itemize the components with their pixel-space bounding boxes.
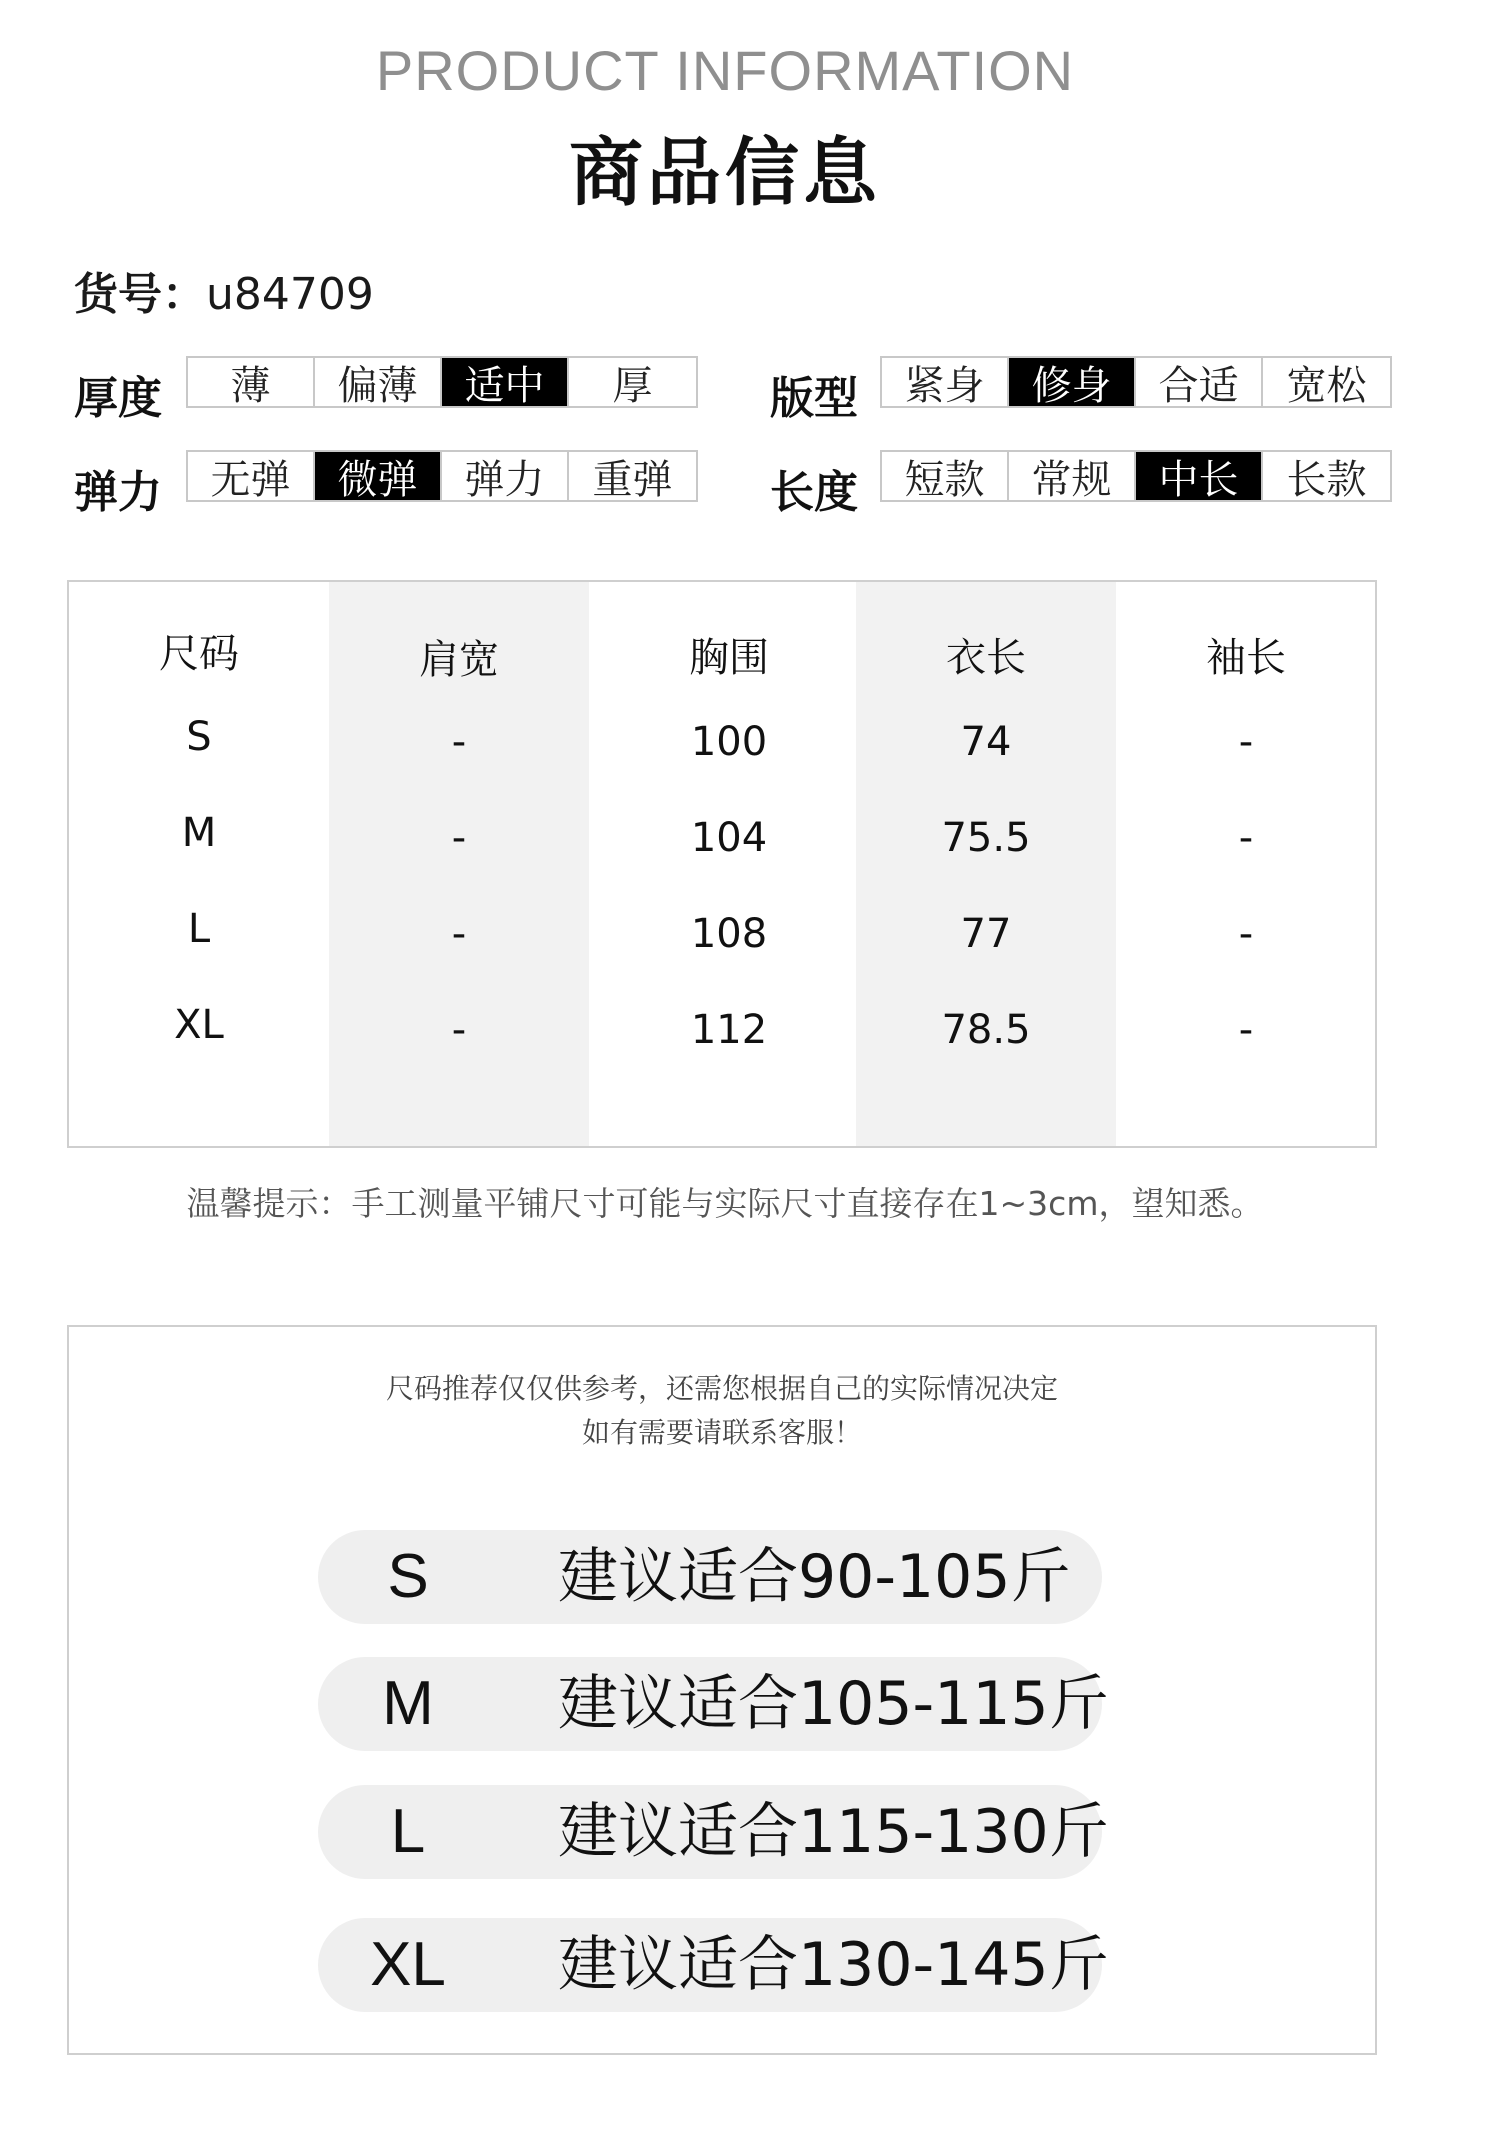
table-cell: L [187, 906, 211, 952]
table-header: 尺码 [159, 631, 239, 677]
table-header: 肩宽 [419, 637, 499, 683]
table-cell: S [186, 714, 212, 760]
table-cell: 100 [690, 719, 768, 765]
table-cell: 78.5 [941, 1007, 1031, 1053]
table-cell: 104 [690, 815, 768, 861]
table-cell: - [451, 911, 467, 957]
length-option-selected[interactable]: 中长 [1136, 452, 1263, 500]
table-header: 袖长 [1206, 635, 1286, 681]
recommendation-item [318, 1657, 1109, 1751]
table-cell: - [1238, 815, 1254, 861]
sku-label: 货号： [74, 269, 206, 320]
recommendation-size: S [387, 1542, 429, 1611]
measurement-tip: 温馨提示：手工测量平铺尺寸可能与实际尺寸直接存在1~3cm，望知悉。 [186, 1184, 1264, 1223]
chest-column [599, 582, 859, 1146]
table-cell: M [181, 810, 217, 856]
elasticity-option[interactable]: 重弹 [592, 456, 673, 503]
table-cell: 108 [690, 911, 768, 957]
elasticity-options [186, 450, 698, 502]
thickness-options [186, 356, 698, 408]
recommendation-item [318, 1785, 1109, 1879]
table-cell: - [451, 719, 467, 765]
sku-value: u84709 [206, 269, 374, 320]
english-title: PRODUCT INFORMATION [375, 39, 1075, 102]
fit-option[interactable]: 紧身 [882, 358, 1009, 406]
table-cell: - [1238, 719, 1254, 765]
size-recommendation-box [67, 1325, 1377, 2055]
table-cell: XL [174, 1002, 224, 1048]
recommendation-text: 建议适合105-115斤 [558, 1669, 1109, 1739]
recommendation-text: 建议适合90-105斤 [558, 1542, 1071, 1612]
recommendation-item [318, 1530, 1102, 1624]
thickness-label: 厚度 [74, 373, 162, 424]
size-table [67, 580, 1377, 1148]
table-header: 胸围 [689, 635, 769, 681]
shoulder-column [329, 582, 589, 1146]
fit-label: 版型 [770, 373, 858, 424]
recommendation-note-line2: 如有需要请联系客服！ [581, 1416, 862, 1449]
length-option[interactable]: 长款 [1286, 456, 1367, 503]
recommendation-note-line1: 尺码推荐仅仅供参考，还需您根据自己的实际情况决定 [385, 1372, 1058, 1405]
recommendation-note [69, 1367, 1375, 1455]
elasticity-option-selected[interactable]: 微弹 [315, 452, 442, 500]
length-options [880, 450, 1392, 502]
table-cell: 74 [960, 719, 1012, 765]
recommendation-text: 建议适合115-130斤 [558, 1797, 1109, 1867]
table-cell: - [1238, 1007, 1254, 1053]
fit-option-selected[interactable]: 修身 [1009, 358, 1136, 406]
size-column [69, 582, 329, 1146]
recommendation-size: XL [370, 1930, 446, 1999]
table-cell: 112 [690, 1007, 768, 1053]
table-cell: - [451, 1007, 467, 1053]
thickness-option-selected[interactable]: 适中 [442, 358, 569, 406]
thickness-option[interactable]: 偏薄 [315, 358, 442, 406]
elasticity-option[interactable]: 无弹 [188, 452, 315, 500]
recommendation-item [318, 1918, 1109, 2012]
fit-options [880, 356, 1392, 408]
elasticity-label: 弹力 [74, 467, 162, 518]
fit-option[interactable]: 合适 [1136, 358, 1263, 406]
length-label: 长度 [770, 467, 858, 518]
table-cell: - [1238, 911, 1254, 957]
elasticity-option[interactable]: 弹力 [442, 452, 569, 500]
fit-option[interactable]: 宽松 [1286, 362, 1367, 409]
table-header: 衣长 [946, 635, 1026, 681]
thickness-option[interactable]: 厚 [612, 362, 653, 409]
table-cell: 75.5 [941, 815, 1031, 861]
thickness-option[interactable]: 薄 [188, 358, 315, 406]
recommendation-text: 建议适合130-145斤 [558, 1930, 1109, 2000]
length-option[interactable]: 常规 [1009, 452, 1136, 500]
sku-line [74, 258, 374, 322]
length-column [856, 582, 1116, 1146]
table-cell: - [451, 815, 467, 861]
page-title: 商品信息 [569, 130, 881, 216]
table-cell: 77 [960, 911, 1012, 957]
sleeve-column [1116, 582, 1376, 1146]
recommendation-size: L [390, 1797, 426, 1866]
length-option[interactable]: 短款 [882, 452, 1009, 500]
recommendation-size: M [382, 1669, 434, 1738]
